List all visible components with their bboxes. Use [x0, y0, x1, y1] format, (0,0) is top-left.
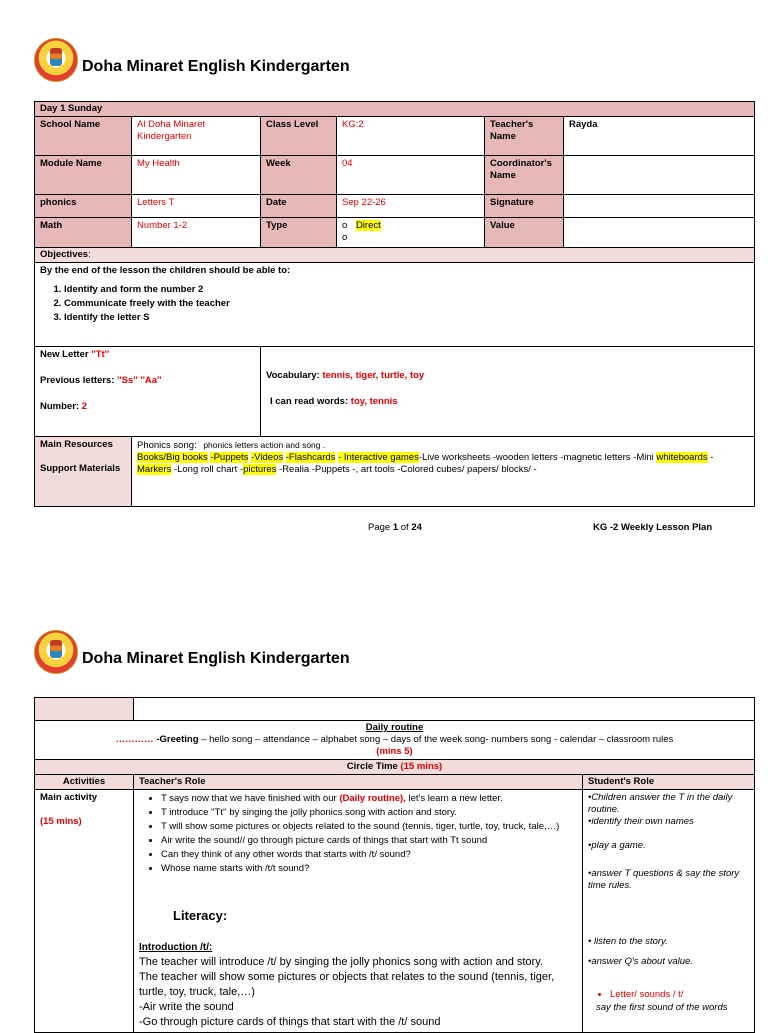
footer-page-number: 1	[392, 522, 399, 533]
main-resources-label: Main Resources	[40, 439, 113, 450]
intro-line: -Go through picture cards of things that start with the /t/ sound	[139, 1016, 441, 1028]
value-label: Value	[485, 218, 564, 248]
intro-line: The teacher will introduce /t/ by singing the jolly phonics song with action and story.	[139, 956, 543, 968]
previous-letters-value: ''Ss'' ''Aa''	[117, 375, 162, 386]
type-label: Type	[261, 218, 337, 248]
objective-item: 2. Communicate freely with the teacher	[64, 297, 749, 311]
resources-label-cell	[35, 437, 132, 507]
student-letter-item: • Letter/ sounds / t/	[610, 988, 749, 1002]
footer-page-total: 24	[411, 522, 422, 533]
phonics-value: Letters T	[132, 195, 261, 218]
student-role-item: say the first sound of the words	[596, 1002, 728, 1013]
teacher-name-value: Rayda	[564, 117, 755, 156]
introduction-block	[139, 940, 577, 1030]
new-letter-label: New Letter	[40, 349, 89, 360]
teacher-text: T says now that we have finished with our	[161, 793, 340, 804]
resource-highlight: Markers	[137, 464, 172, 475]
footer-plan-title: KG -2 Weekly Lesson Plan	[593, 522, 713, 533]
page-number	[368, 522, 422, 533]
signature-label: Signature	[485, 195, 564, 218]
letters-cell	[35, 347, 261, 437]
daily-routine-label: Daily routine	[365, 722, 424, 733]
main-activity-label: Main activity	[40, 792, 98, 803]
objectives-label: Objectives	[40, 249, 89, 260]
daily-routine-cell	[35, 721, 755, 760]
page-header	[34, 630, 350, 674]
introduction-label: Introduction /t/:	[139, 942, 213, 953]
math-value: Number 1-2	[132, 218, 261, 248]
day-label: Day 1 Sunday	[35, 102, 755, 117]
teacher-role-item	[161, 792, 577, 806]
resources-cell	[132, 437, 755, 507]
intro-line: -Air write the sound	[139, 1001, 234, 1013]
school-name-value: Al Doha Minaret Kindergarten	[132, 117, 261, 156]
teacher-name-label: Teacher's Name	[485, 117, 564, 156]
intro-line: The teacher will show some pictures or objects that relates to the sound (tennis, tiger, turtle, toy, truck, tale,…)	[139, 971, 555, 998]
objectives-list	[40, 283, 749, 325]
student-role-item: •identify their own names	[588, 816, 694, 827]
number-label: Number:	[40, 401, 80, 412]
school-logo	[34, 38, 78, 82]
value-value	[564, 218, 755, 248]
number	[40, 401, 255, 413]
class-level-value: KG:2	[337, 117, 485, 156]
page-header	[34, 38, 350, 82]
col-activities: Activities	[35, 775, 134, 790]
teacher-text-bold: (Daily routine),	[339, 793, 406, 804]
number-value: 2	[81, 401, 87, 412]
circle-time-mins: (15 mins)	[400, 761, 443, 772]
resource-highlight: -Videos	[251, 452, 284, 463]
blank-header-cell-2	[134, 698, 755, 721]
date-label: Date	[261, 195, 337, 218]
lesson-info-table	[34, 101, 755, 507]
page-title: Doha Minaret English Kindergarten	[82, 58, 350, 75]
math-label: Math	[35, 218, 132, 248]
type-direct: Direct	[355, 220, 381, 231]
teacher-role-list	[139, 792, 577, 876]
teacher-role-item: • Can they think of any other words that starts with /t/ sound?	[161, 848, 577, 862]
previous-letters-label: Previous letters:	[40, 375, 115, 386]
teacher-role-item: • T will show some pictures or objects related to the sound (tennis, tiger, turtle, toy, truck, tale,…)	[161, 820, 577, 834]
resource-highlight: pictures	[243, 464, 277, 475]
type-bullet: o	[342, 220, 348, 231]
new-letter-value: ''Tt''	[91, 349, 110, 360]
col-teacher-role: Teacher's Role	[134, 775, 583, 790]
resource-text: -	[707, 452, 714, 463]
vocabulary-value: tennis, tiger, turtle, toy	[322, 370, 425, 381]
resource-highlight: Books/Big books	[137, 452, 208, 463]
objectives-header: Objectives:	[35, 248, 755, 263]
teacher-role-item: • Whose name starts with /t/t sound?	[161, 862, 577, 876]
daily-mins: (mins 5)	[376, 746, 413, 757]
phonics-song	[137, 439, 749, 452]
daily-dots: …………	[115, 734, 154, 745]
main-activity-cell	[35, 790, 134, 1033]
module-name-label: Module Name	[35, 156, 132, 195]
daily-greeting: -Greeting	[156, 734, 199, 745]
signature-value	[564, 195, 755, 218]
read-words-value: toy, tennis	[350, 396, 398, 407]
student-letter-list	[588, 988, 749, 1002]
school-name-label: School Name	[35, 117, 132, 156]
teacher-role-cell	[134, 790, 583, 1033]
phonics-song-value: phonics letters action and song .	[203, 440, 326, 450]
resources-list	[137, 452, 749, 476]
col-student-role: Student's Role	[583, 775, 755, 790]
student-role-item: • listen to the story.	[588, 936, 668, 947]
type-value	[337, 218, 485, 248]
footer-page-label: Page	[368, 522, 393, 533]
literacy-heading: Literacy:	[173, 908, 228, 923]
new-letter	[40, 349, 255, 361]
footer-of: of	[398, 522, 412, 533]
read-words-label: I can read words:	[270, 396, 349, 407]
school-logo	[34, 630, 78, 674]
student-role-cell	[583, 790, 755, 1033]
teacher-role-item: • T introduce ''Tt'' by singing the jolly phonics song with action and story.	[161, 806, 577, 820]
coordinator-label: Coordinator's Name	[485, 156, 564, 195]
circle-time-header	[35, 760, 755, 775]
module-name-value: My Health	[132, 156, 261, 195]
page-title: Doha Minaret English Kindergarten	[82, 650, 350, 667]
teacher-role-item: • Air write the sound// go through picture cards of things that start with Tt sound	[161, 834, 577, 848]
resource-text: -Long roll chart -	[171, 464, 244, 475]
objective-item: 1. Identify and form the number 2	[64, 283, 749, 297]
class-level-label: Class Level	[261, 117, 337, 156]
vocabulary-cell	[261, 347, 755, 437]
objectives-cell	[35, 263, 755, 347]
vocabulary-label: Vocabulary:	[266, 370, 320, 381]
date-value: Sep 22-26	[337, 195, 485, 218]
resource-highlight: whiteboards	[656, 452, 708, 463]
resource-text: -Live worksheets -wooden letters -magnetic letters -Mini	[418, 452, 657, 463]
resource-text: -Realia -Puppets -, art tools -Colored cubes/ papers/ blocks/ -	[276, 464, 537, 475]
read-words	[266, 396, 749, 408]
objectives-intro: By the end of the lesson the children should be able to:	[40, 265, 291, 276]
week-label: Week	[261, 156, 337, 195]
student-role-item: •answer Q's about value.	[588, 956, 693, 967]
resource-highlight: -Puppets	[210, 452, 249, 463]
coordinator-value	[564, 156, 755, 195]
blank-header-cell	[35, 698, 134, 721]
week-value: 04	[337, 156, 485, 195]
teacher-text: let's learn a new letter.	[405, 793, 503, 804]
circle-time-label: Circle Time	[346, 761, 401, 772]
daily-routine-rest: – hello song – attendance – alphabet song – days of the week song- numbers song - calendar – classroom rules	[198, 734, 674, 745]
phonics-label: phonics	[35, 195, 132, 218]
support-materials-label: Support Materials	[40, 463, 121, 474]
objective-item: 3. Identify the letter S	[64, 311, 749, 325]
resource-highlight: -Flashcards	[285, 452, 336, 463]
vocabulary	[266, 370, 749, 382]
student-role-item: •play a game.	[588, 840, 646, 851]
student-role-item: •answer T questions & say the story time rules.	[588, 868, 740, 891]
main-activity-mins: (15 mins)	[40, 816, 82, 827]
resource-highlight: - Interactive games	[338, 452, 419, 463]
phonics-song-label: Phonics song:	[137, 440, 197, 451]
student-role-item: •Children answer the T in the daily routine.	[588, 792, 733, 815]
daily-plan-table	[34, 697, 755, 1033]
daily-routine-text	[40, 734, 749, 746]
type-bullet-2: o	[342, 232, 348, 243]
previous-letters	[40, 375, 255, 387]
